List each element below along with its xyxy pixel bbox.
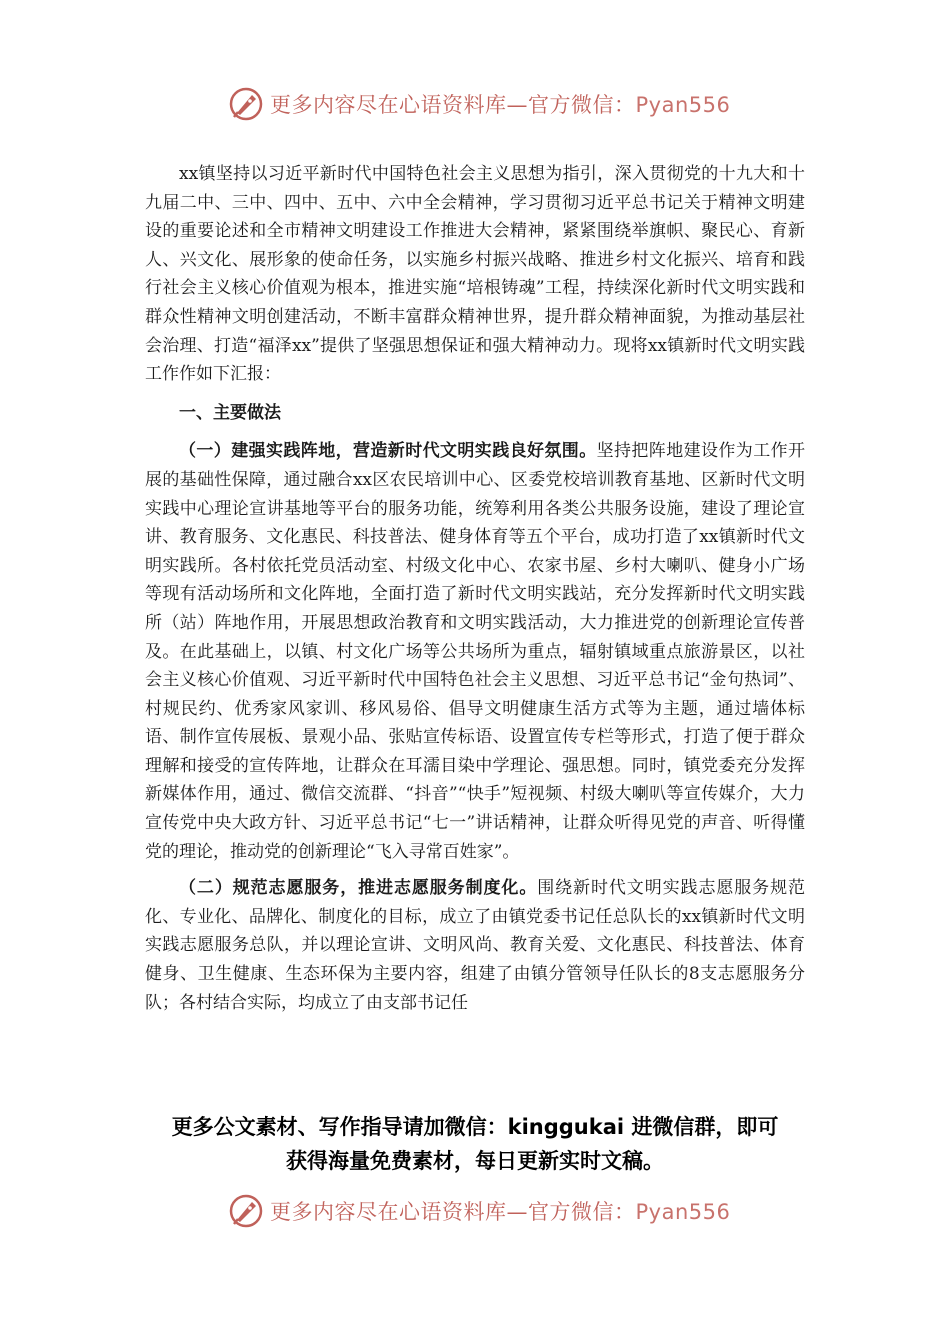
section-2-paragraph [145,874,805,1017]
promo-banner [0,1110,950,1178]
document-body [145,160,805,1017]
watermark-header [228,84,730,124]
promo-line-2: 获得海量免费素材，每日更新实时文稿。 [286,1149,664,1173]
section-2-title: （二）规范志愿服务，推进志愿服务制度化。 [179,878,538,899]
watermark-footer [228,1191,730,1231]
promo-line-1: 更多公文素材、写作指导请加微信：kinggukai 进微信群，即可 [171,1115,779,1139]
section-2-body: 围绕新时代文明实践志愿服务规范化、专业化、品牌化、制度化的目标，成立了由镇党委书记任总队长的xx镇新时代文明实践志愿服务总队，并以理论宣讲、文明风尚、教育关爱、文化惠民、科技普法、体育健身、卫生健康、生态环保为主要内容，组建了由镇分管领导任队长的8支志愿服务分队；各村结合实际，均成立了由支部书记任 [145,878,805,1013]
intro-paragraph: xx镇坚持以习近平新时代中国特色社会主义思想为指引，深入贯彻党的十九大和十九届二中、三中、四中、五中、六中全会精神，学习贯彻习近平总书记关于精神文明建设的重要论述和全市精神文明建设工作推进大会精神，紧紧围绕举旗帜、聚民心、育新人、兴文化、展形象的使命任务，以实施乡村振兴战略、推进乡村文化振兴、培育和践行社会主义核心价值观为根本，推进实施“培根铸魂”工程，持续深化新时代文明实践和群众性精神文明创建活动，不断丰富群众精神世界，提升群众精神面貌，为推动基层社会治理、打造“福泽xx”提供了坚强思想保证和强大精神动力。现将xx镇新时代文明实践工作作如下汇报： [145,164,805,385]
watermark-text: 更多内容尽在心语资料库—官方微信：Pyan556 [270,1200,731,1224]
pen-nib-logo-icon [228,86,264,122]
heading-main-practices: 一、主要做法 [179,402,281,423]
section-1-title: （一）建强实践阵地，营造新时代文明实践良好氛围。 [179,441,597,462]
watermark-text: 更多内容尽在心语资料库—官方微信：Pyan556 [270,93,731,117]
pen-nib-logo-icon [228,1193,264,1229]
section-1-paragraph [145,437,805,866]
section-1-body: 坚持把阵地建设作为工作开展的基础性保障，通过融合xx区农民培训中心、区委党校培训教育基地、区新时代文明实践中心理论宣讲基地等平台的服务功能，统筹利用各类公共服务设施，建设了理论宣讲、教育服务、文化惠民、科技普法、健身体育等五个平台，成功打造了xx镇新时代文明实践所。各村依托党员活动室、村级文化中心、农家书屋、乡村大喇叭、健身小广场等现有活动场所和文化阵地，全面打造了新时代文明实践站，充分发挥新时代文明实践所（站）阵地作用，开展思想政治教育和文明实践活动，大力推进党的创新理论宣传普及。在此基础上，以镇、村文化广场等公共场所为重点，辐射镇域重点旅游景区，以社会主义核心价值观、习近平新时代中国特色社会主义思想、习近平总书记“金句热词”、村规民约、优秀家风家训、移风易俗、倡导文明健康生活方式等为主题，通过墙体标语、制作宣传展板、景观小品、张贴宣传标语、设置宣传专栏等形式，打造了便于群众理解和接受的宣传阵地，让群众在耳濡目染中学理论、强思想。同时，镇党委充分发挥新媒体作用，通过、微信交流群、“抖音”“快手”短视频、村级大喇叭等宣传媒介，大力宣传党中央大政方针、习近平总书记“七一”讲话精神，让群众听得见党的声音、听得懂党的理论，推动党的创新理论“飞入寻常百姓家”。 [145,441,806,862]
